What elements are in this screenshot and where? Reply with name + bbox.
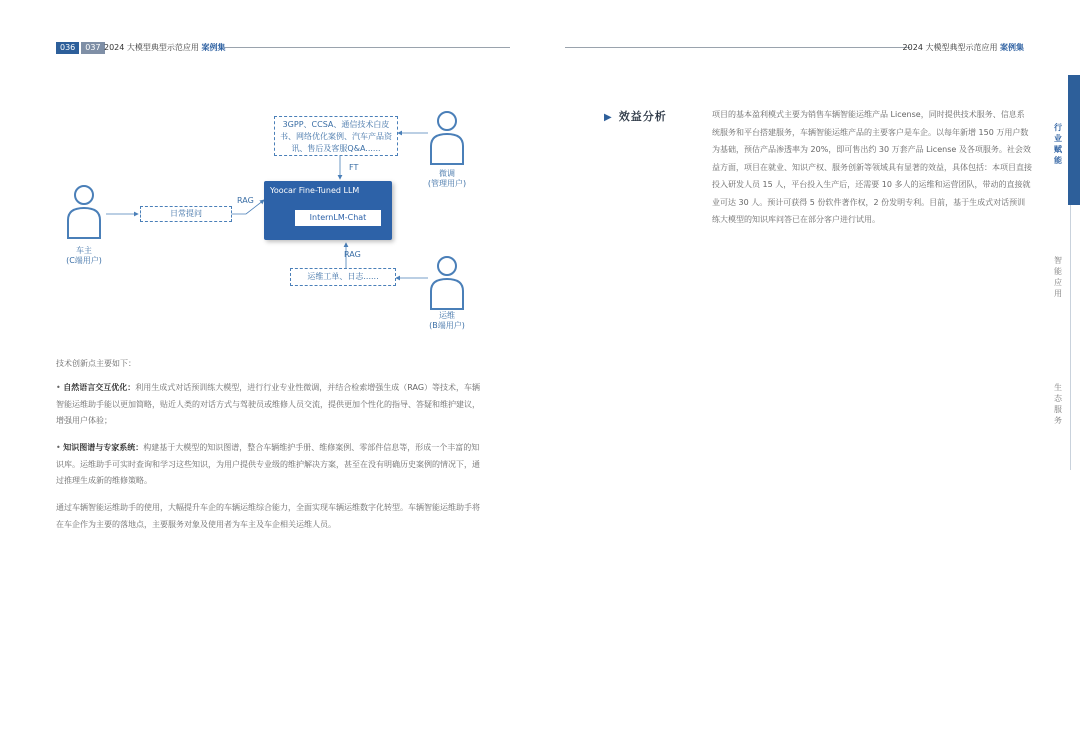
header-title-highlight: 案例集 (201, 43, 226, 52)
ops-label (412, 311, 482, 331)
ops-person-icon (431, 257, 463, 309)
header-title-prefix: 2024 大模型典型示范应用 (104, 43, 199, 52)
llm-block (264, 181, 392, 240)
tuner-label (412, 169, 482, 189)
rag-label-left: RAG (237, 196, 254, 205)
bullet-2-body: 构建基于大模型的知识图谱，整合车辆维护手册、维修案例、零部件信息等，形成一个丰富的知识库。运维助手可实时查询和学习这些知识，为用户提供专业级的维护解决方案，甚至在没有明确历史案例的情况下，通过推理生成新的维修策略。 (56, 443, 480, 485)
closing-paragraph: 通过车辆智能运维助手的使用，大幅提升车企的车辆运维综合能力，全面实现车辆运维数字化转型。车辆智能运维助手将在车企作为主要的落地点，主要服务对象及使用者为车主及车企相关运维人员。 (56, 503, 480, 529)
architecture-diagram (40, 100, 500, 340)
tuner-person-icon (431, 112, 463, 164)
owner-person-icon (68, 186, 100, 238)
side-nav-item-industry[interactable]: 行业赋能 (1054, 123, 1062, 165)
triangle-bullet-icon: ▶ (604, 112, 613, 123)
daily-question-box: 日常提问 (140, 206, 232, 222)
header-rule-left (225, 47, 510, 48)
header-title-left (104, 42, 225, 54)
knowledge-sources-box: 3GPP、CCSA、通信技术白皮书、网络优化案例、汽车产品资讯、售后及客服Q&A...... (274, 116, 398, 156)
llm-title: Yoocar Fine-Tuned LLM (270, 186, 360, 195)
section-heading (604, 108, 667, 124)
rag-label-bottom: RAG (344, 250, 361, 259)
ops-role: (B端用户) (429, 321, 465, 330)
bullet-1-body: 利用生成式对话预训练大模型，进行行业专业性微调，并结合检索增强生成（RAG）等技术，车辆智能运维助手能以更加简略，贴近人类的对话方式与驾驶员或维修人员交流，提供更加个性化的指导、答疑和维护建议，增强用户体验； (56, 383, 481, 425)
side-nav-active-band (1068, 75, 1080, 205)
side-nav-item-smart-app[interactable]: 智能应用 (1054, 256, 1062, 298)
header-title-prefix-right: 2024 大模型典型示范应用 (902, 43, 998, 52)
tuner-role: (管理用户) (427, 179, 467, 188)
bullet-2-title: 知识图谱与专家系统： (63, 443, 144, 452)
side-nav-item-ecosystem[interactable]: 生态服务 (1054, 383, 1062, 425)
header-title-highlight-right: 案例集 (1000, 43, 1024, 52)
owner-name: 车主 (76, 246, 92, 255)
ops-name: 运维 (439, 311, 455, 320)
header-title-right (903, 42, 1024, 54)
llm-inner-model: InternLM-Chat (295, 210, 381, 226)
innovation-bullet-1: • 自然语言交互优化：利用生成式对话预训练大模型，进行行业专业性微调，并结合检索增强生成（RAG）等技术，车辆智能运维助手能以更加简略，贴近人类的对话方式与驾驶员或维修人员交流，提供更加个性化的指导、答疑和维护建议，增强用户体验； (56, 383, 481, 425)
page-numbers (56, 42, 105, 54)
section-title: 效益分析 (618, 110, 667, 123)
page-number-left: 036 (56, 42, 79, 54)
innovation-bullet-2: • 知识图谱与专家系统：构建基于大模型的知识图谱，整合车辆维护手册、维修案例、零部件信息等，形成一个丰富的知识库。运维助手可实时查询和学习这些知识，为用户提供专业级的维护解决方案，甚至在没有明确历史案例的情况下，通过推理生成新的维修策略。 (56, 443, 480, 485)
ops-data-box: 运维工单、日志...... (290, 268, 396, 286)
ft-label: FT (349, 163, 359, 172)
header-rule-right (565, 47, 910, 48)
tuner-name: 微调 (439, 169, 455, 178)
owner-role: (C端用户) (66, 256, 102, 265)
page-number-right: 037 (81, 42, 104, 54)
owner-label (49, 246, 119, 266)
bullet-1-title: 自然语言交互优化： (63, 383, 136, 392)
benefit-paragraph: 项目的基本盈利模式主要为销售车辆智能运维产品 License，同时提供技术服务、信息系统服务和平台搭建服务，车辆智能运维产品的主要客户是车企。以每年新增 150 万用户数为基础，预估产品渗透率为 20%，即可售出约 30 万套产品 License 及各项服务。社会效益方面，项目在就业、知识产权、服务创新等领域具有显著的效益，具体包括：本项目直接投入研发人员 15 人，平台投入生产后，还需要 10 多人的运维和运营团队，带动的直接就业可达 30 人。预计可获得 5 份软件著作权，2 份发明专利。目前，基于生成式对话预训练大模型的知识库问答已在部分客户进行试用。 (712, 110, 1032, 224)
innovation-intro: 技术创新点主要如下： (56, 359, 136, 368)
